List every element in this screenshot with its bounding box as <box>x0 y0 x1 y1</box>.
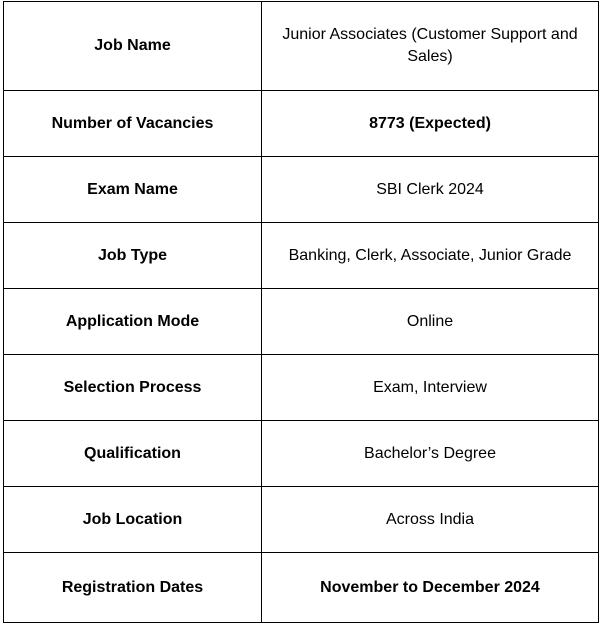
job-details-table <box>3 1 599 623</box>
row-label: Number of Vacancies <box>4 91 262 157</box>
table-row-application-mode <box>4 289 599 355</box>
table-row-job-type <box>4 223 599 289</box>
table-row-job-location <box>4 487 599 553</box>
row-value: Online <box>262 289 599 355</box>
row-value: 8773 (Expected) <box>262 91 599 157</box>
row-value: Banking, Clerk, Associate, Junior Grade <box>262 223 599 289</box>
table-row-exam-name <box>4 157 599 223</box>
row-value: Across India <box>262 487 599 553</box>
row-label: Job Type <box>4 223 262 289</box>
row-value: November to December 2024 <box>262 553 599 623</box>
row-value: SBI Clerk 2024 <box>262 157 599 223</box>
row-label: Job Name <box>4 2 262 91</box>
table-row-registration-dates <box>4 553 599 623</box>
row-label: Exam Name <box>4 157 262 223</box>
table-row-selection-process <box>4 355 599 421</box>
row-label: Job Location <box>4 487 262 553</box>
table-row-job-name <box>4 2 599 91</box>
row-label: Application Mode <box>4 289 262 355</box>
row-label: Qualification <box>4 421 262 487</box>
row-label: Registration Dates <box>4 553 262 623</box>
table-row-qualification <box>4 421 599 487</box>
table-row-vacancies <box>4 91 599 157</box>
row-value: Bachelor’s Degree <box>262 421 599 487</box>
row-value: Exam, Interview <box>262 355 599 421</box>
row-label: Selection Process <box>4 355 262 421</box>
row-value: Junior Associates (Customer Support and Sales) <box>262 2 599 91</box>
